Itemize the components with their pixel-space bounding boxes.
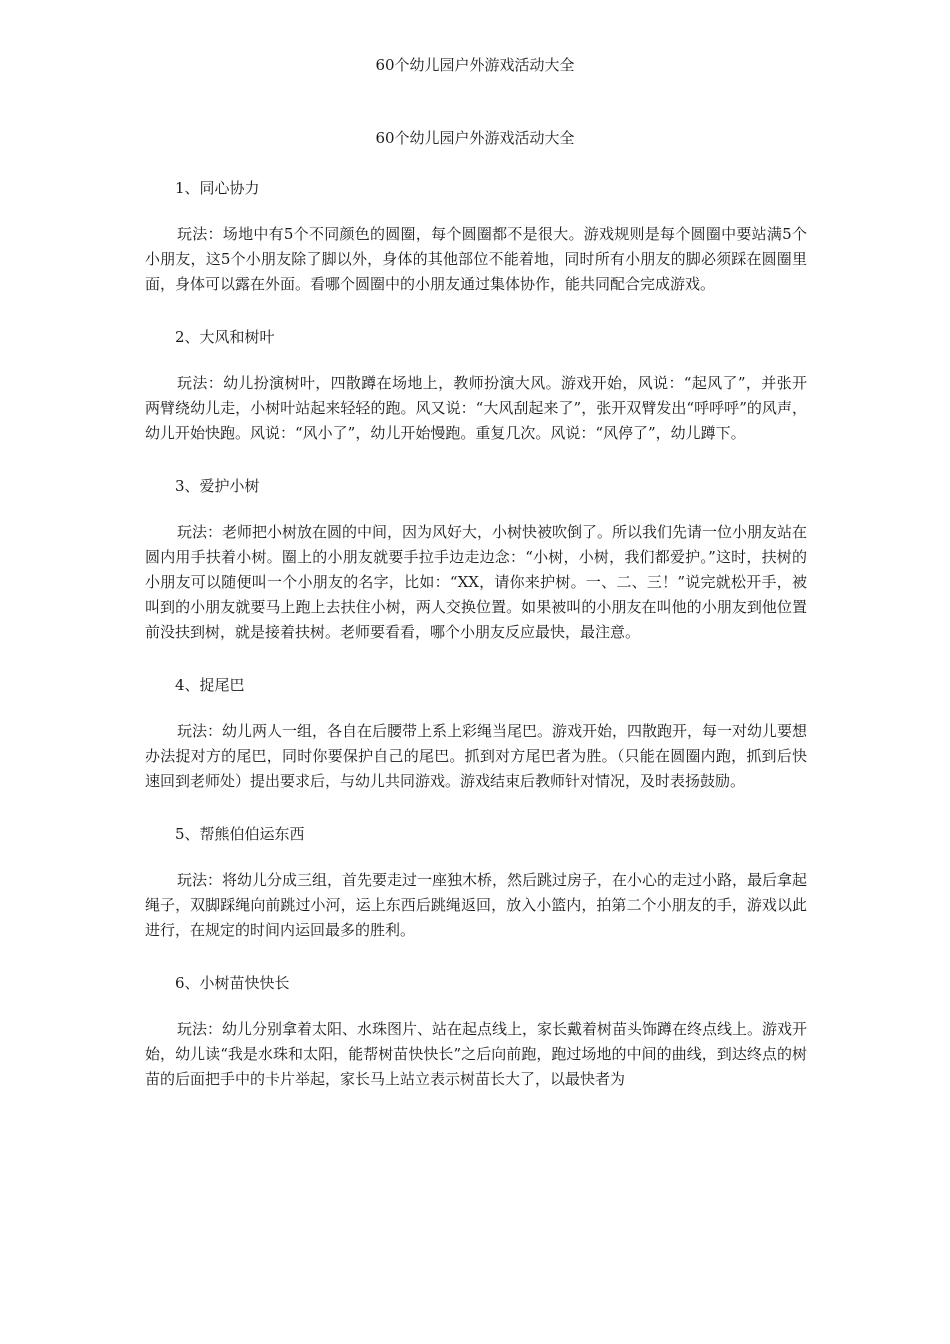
section-paragraph: 玩法：将幼儿分成三组，首先要走过一座独木桥，然后跳过房子，在小心的走过小路，最后拿起绳子，双脚踩绳向前跳过小河，运上东西后跳绳返回，放入小篮内，拍第二个小朋友的手，游戏以此进行，在规定的时间内运回最多的胜利。 xyxy=(145,871,808,939)
document-title: 60个幼儿园户外游戏活动大全 xyxy=(375,129,575,147)
section-paragraph: 玩法：幼儿两人一组，各自在后腰带上系上彩绳当尾巴。游戏开始，四散跑开，每一对幼儿要想办法捉对方的尾巴，同时你要保护自己的尾巴。抓到对方尾巴者为胜。（只能在圆圈内跑，抓到后快速回到老师处）提出要求后，与幼儿共同游戏。游戏结束后教师针对情况，及时表扬鼓励。 xyxy=(145,722,808,790)
section-heading: 3、爱护小树 xyxy=(175,477,260,495)
document-body xyxy=(145,170,807,1120)
section-paragraph: 玩法：老师把小树放在圆的中间，因为风好大，小树快被吹倒了。所以我们先请一位小朋友站在圆内用手扶着小树。圈上的小朋友就要手拉手边走边念：“小树，小树，我们都爱护。”这时，扶树的小朋友可以随便叫一个小朋友的名字，比如：“XX，请你来护树。一、二、三！”说完就松开手，被叫到的小朋友就要马上跑上去扶住小树，两人交换位置。如果被叫的小朋友在叫他的小朋友到他位置前没扶到树，就是接着扶树。老师要看看，哪个小朋友反应最快，最注意。 xyxy=(145,523,808,641)
section-heading: 5、帮熊伯伯运东西 xyxy=(175,825,305,843)
section-heading: 1、同心协力 xyxy=(175,179,260,197)
section-heading: 6、小树苗快快长 xyxy=(175,974,290,992)
section-paragraph: 玩法：幼儿扮演树叶，四散蹲在场地上，教师扮演大风。游戏开始，风说：“起风了”，并张开两臂绕幼儿走，小树叶站起来轻轻的跑。风又说：“大风刮起来了”，张开双臂发出“呼呼呼”的风声，幼儿开始快跑。风说：“风小了”，幼儿开始慢跑。重复几次。风说：“风停了”，幼儿蹲下。 xyxy=(145,374,807,442)
section-paragraph: 玩法：幼儿分别拿着太阳、水珠图片、站在起点线上，家长戴着树苗头饰蹲在终点线上。游戏开始，幼儿读“我是水珠和太阳，能帮树苗快快长”之后向前跑，跑过场地的中间的曲线，到达终点的树苗的后面把手中的卡片举起，家长马上站立表示树苗长大了，以最快者为 xyxy=(145,1020,808,1088)
section-paragraph: 玩法：场地中有5个不同颜色的圆圈，每个圆圈都不是很大。游戏规则是每个圆圈中要站满5个小朋友，这5个小朋友除了脚以外，身体的其他部位不能着地，同时所有小朋友的脚必须踩在圆圈里面，身体可以露在外面。看哪个圆圈中的小朋友通过集体协作，能共同配合完成游戏。 xyxy=(145,225,807,293)
section-heading: 2、大风和树叶 xyxy=(175,328,275,346)
running-header: 60个幼儿园户外游戏活动大全 xyxy=(375,56,575,74)
section-heading: 4、捉尾巴 xyxy=(175,676,245,694)
